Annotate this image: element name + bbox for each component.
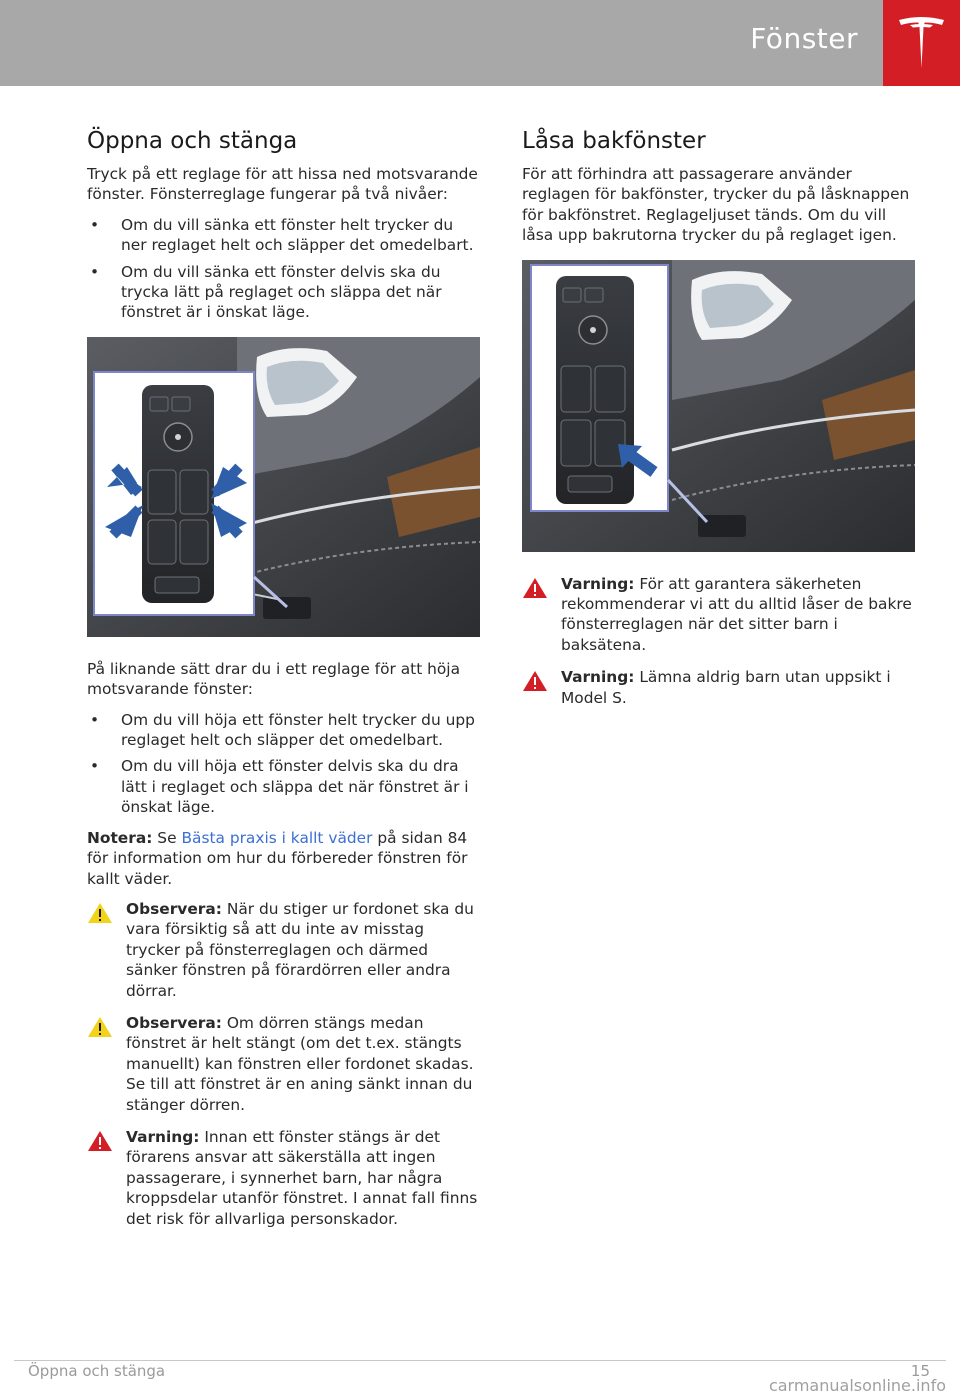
warning-text: Lämna aldrig barn utan uppsikt i Model S. [561, 668, 891, 707]
lower-bullet-list [87, 215, 480, 323]
heading-lock-rear: Låsa bakfönster [522, 128, 706, 154]
window-switch-figure [87, 337, 480, 641]
rear-lock-intro: För att förhindra att passagerare använder reglagen för bakfönster, trycker du på låsknappen för bakfönstret. Reglageljuset tänds. Om du vill låsa upp bakrutorna trycker du på reglaget igen. [522, 165, 910, 245]
warning-notice [522, 574, 915, 656]
intro-paragraph: Tryck på ett reglage för att hissa ned motsvarande fönster. Fönsterreglage fungerar på två nivåer: [87, 165, 478, 204]
list-item: • Om du vill sänka ett fönster helt trycker du ner reglaget helt och släpper det omedelbart. [87, 215, 480, 256]
warning-text: Innan ett fönster stängs är det förarens ansvar att säkerställa att ingen passagerare, i synnerhet barn, har några kroppsdelar utanför fönstret. I annat fall finns det risk för allvarliga personskador. [126, 1127, 478, 1228]
watermark: carmanualsonline.info [768, 1376, 946, 1395]
rear-lock-figure [522, 260, 915, 556]
warning-notice [87, 1127, 480, 1229]
list-item: • Om du vill höja ett fönster delvis ska du dra lätt i reglaget och släppa det när fönstret är i önskat läge. [87, 756, 480, 817]
note-label: Notera: [87, 828, 153, 847]
page-header [0, 0, 960, 86]
caution-text: Om dörren stängs medan fönstret är helt stängt (om det t.ex. stängts manuellt) kan fönstren eller fordonet skadas. Se till att fönstret är en aning sänkt innan du stänger dörren. [126, 1013, 474, 1114]
warning-icon [522, 670, 548, 692]
heading-open-close: Öppna och stänga [87, 128, 298, 154]
cold-weather-link[interactable]: Bästa praxis i kallt väder [181, 828, 373, 847]
caution-label: Observera: [126, 1013, 222, 1032]
list-item: • Om du vill sänka ett fönster delvis ska du trycka lätt på reglaget och släppa det när fönstret är i önskat läge. [87, 262, 480, 323]
page-number: 15 [910, 1362, 930, 1380]
list-item: • Om du vill höja ett fönster helt trycker du upp reglaget helt och släpper det omedelbart. [87, 710, 480, 751]
warning-label: Varning: [126, 1127, 200, 1146]
tesla-logo [883, 0, 960, 86]
right-column [522, 128, 915, 720]
note-paragraph: Notera: Se Bästa praxis i kallt väder på sidan 84 för information om hur du förbereder fönstren för kallt väder. [87, 828, 468, 888]
footer-divider [14, 1360, 946, 1361]
caution-icon [87, 902, 113, 924]
tesla-logo-icon [897, 16, 946, 70]
caution-icon [87, 1016, 113, 1038]
window-switch-illustration [87, 337, 480, 637]
raise-intro: På liknande sätt drar du i ett reglage för att höja motsvarande fönster: [87, 659, 461, 699]
caution-label: Observera: [126, 899, 222, 918]
rear-lock-illustration [522, 260, 915, 552]
caution-notice [87, 899, 480, 1001]
raise-bullet-list [87, 710, 480, 818]
caution-text: När du stiger ur fordonet ska du vara försiktig så att du inte av misstag trycker på fönsterreglagen och därmed sänker fönstren på förardörren eller andra dörrar. [126, 899, 474, 1000]
warning-text: För att garantera säkerheten rekommenderar vi att du alltid låser de bakre fönsterreglagen när det sitter barn i baksätena. [561, 574, 912, 654]
warning-notice [522, 667, 915, 708]
footer-section: Öppna och stänga [28, 1362, 166, 1380]
left-column [87, 128, 480, 1241]
warning-icon [87, 1130, 113, 1152]
warning-icon [522, 577, 548, 599]
section-title: Fönster [750, 22, 858, 55]
caution-notice [87, 1013, 480, 1115]
warning-label: Varning: [561, 668, 635, 687]
warning-label: Varning: [561, 574, 635, 593]
